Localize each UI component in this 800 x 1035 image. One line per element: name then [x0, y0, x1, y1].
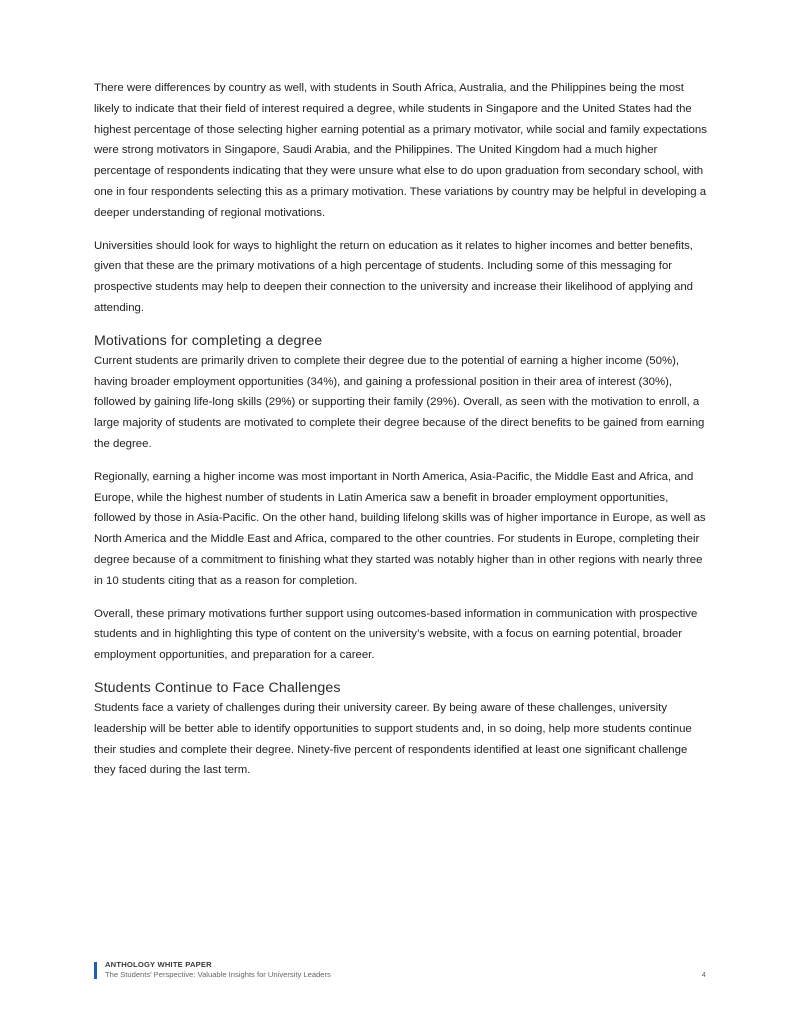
section-heading-motivations: Motivations for completing a degree: [94, 332, 323, 349]
document-body: [94, 78, 710, 793]
page-number: 4: [701, 970, 706, 979]
intro-paragraph-return-on-education: Universities should look for ways to highlight the return on education as it relates to higher incomes and better benefits, given that these are the primary motivations of a high percentage of students. Including some of this messaging for prospective students may help to deepen their connection to the university and increase their likelihood of applying and attending.: [94, 239, 694, 314]
footer-title: ANTHOLOGY WHITE PAPER: [105, 960, 212, 969]
intro-paragraph-country-differences: There were differences by country as well, with students in South Africa, Australia, and the Philippines being the most likely to indicate that their field of interest required a degree, while students in Singapore and the United States had the highest percentage of those selecting higher earning potential as a primary motivator, while social and family expectations were strong motivators in Singapore, Saudi Arabia, and the Philippines. The United Kingdom had a much higher percentage of respondents indicating that they were unsure what else to do upon graduation from secondary school, with one in four respondents selecting this as a primary motivation. These variations by country may be helpful in developing a deeper understanding of regional motivations.: [94, 82, 707, 219]
motivations-paragraph-overall: Overall, these primary motivations further support using outcomes-based information in communication with prospective students and in highlighting this type of content on the university’s website, with a focus on earning potential, broader employment opportunities, and preparation for a career.: [94, 607, 698, 662]
section-heading-challenges: Students Continue to Face Challenges: [94, 679, 341, 696]
challenges-paragraph: Students face a variety of challenges during their university career. By being aware of these challenges, university leadership will be better able to identify opportunities to support students and, in so doing, help more students continue their studies and complete their degree. Ninety-five percent of respondents identified at least one significant challenge they faced during the last term.: [94, 701, 692, 777]
page-footer: [94, 960, 710, 980]
footer-subtitle: The Students’ Perspective: Valuable Insights for University Leaders: [105, 970, 331, 979]
footer-accent-bar: [94, 962, 97, 979]
motivations-paragraph-drivers: Current students are primarily driven to complete their degree due to the potential of earning a higher income (50%), having broader employment opportunities (34%), and gaining a professional position in their area of interest (30%), followed by gaining life-long skills (29%) or supporting their family (29%). Overall, as seen with the motivation to enroll, a large majority of students are motivated to complete their degree because of the direct benefits to be gained from earning the degree.: [94, 354, 705, 450]
motivations-paragraph-regional: Regionally, earning a higher income was most important in North America, Asia-Pacific, the Middle East and Africa, and Europe, while the highest number of students in Latin America saw a benefit in broader employment opportunities, followed by those in Asia-Pacific. On the other hand, building lifelong skills was of higher importance in Europe, as well as North America and the Middle East and Africa, compared to the other countries. For students in Europe, completing their degree because of a commitment to finishing what they started was notably higher than in other regions with nearly three in 10 students citing that as a reason for completion.: [94, 470, 706, 587]
